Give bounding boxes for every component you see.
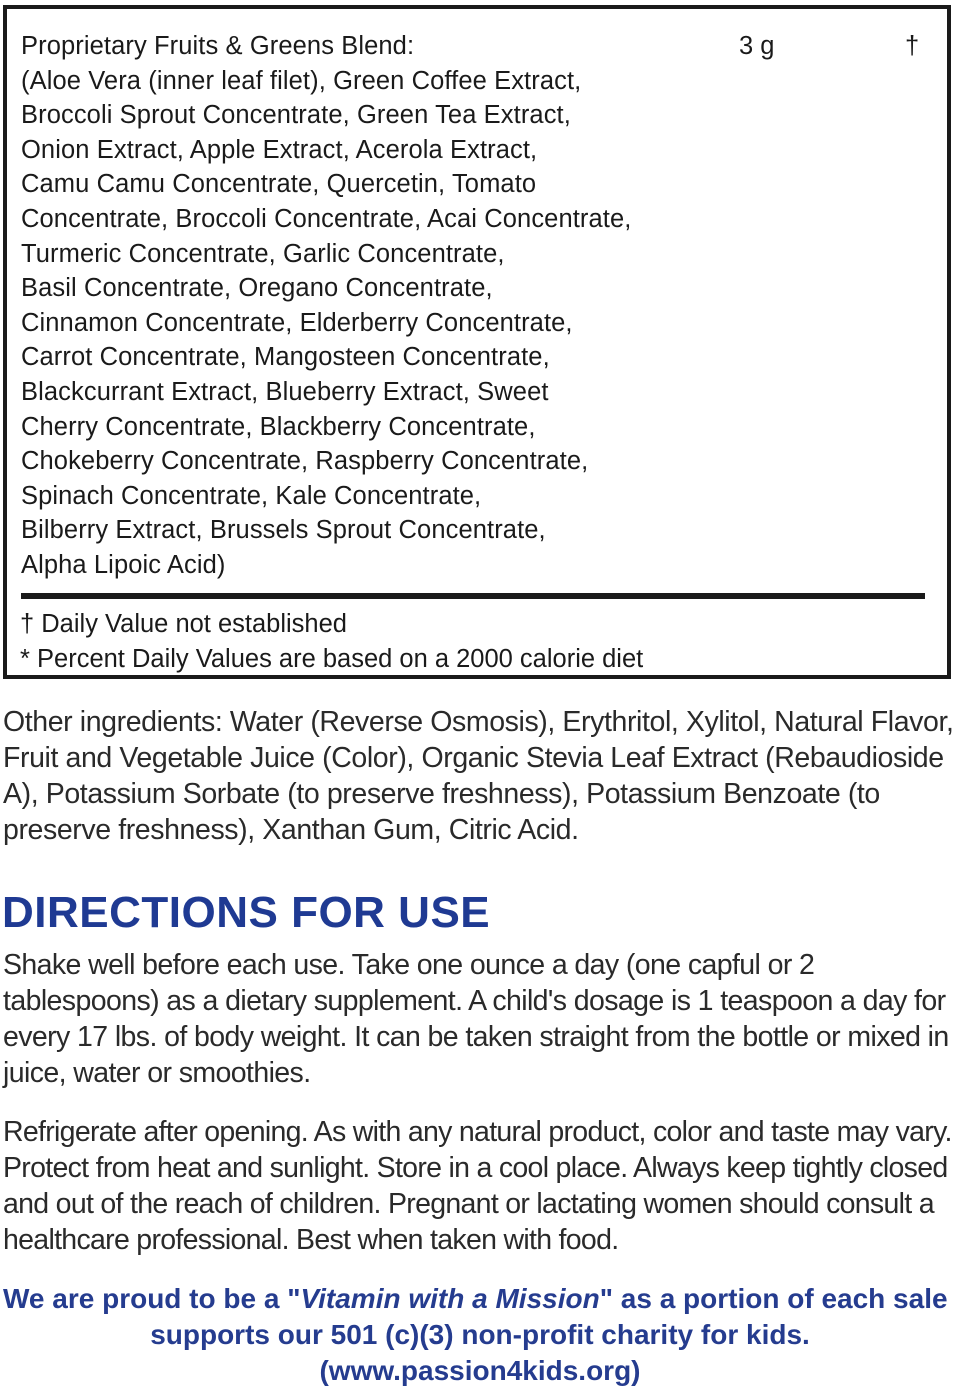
daily-value-dagger: † xyxy=(905,32,920,60)
proprietary-blend-ingredients xyxy=(21,29,711,583)
blend-line: Onion Extract, Apple Extract, Acerola Extract, xyxy=(21,135,538,164)
mission-emphasis: Vitamin with a Mission xyxy=(300,1283,600,1314)
storage-line: and out of the reach of children. Pregnant or lactating women should consult a xyxy=(3,1188,934,1220)
directions-line: juice, water or smoothies. xyxy=(3,1057,311,1089)
storage-line: healthcare professional. Best when taken with food. xyxy=(3,1224,619,1256)
blend-line: Camu Camu Concentrate, Quercetin, Tomato xyxy=(21,170,537,199)
blend-line: (Aloe Vera (inner leaf filet), Green Coffee Extract, xyxy=(21,66,582,95)
footnote-dagger: † Daily Value not established xyxy=(20,610,347,638)
blend-line: Basil Concentrate, Oregano Concentrate, xyxy=(21,274,493,303)
supplement-facts-box xyxy=(3,5,951,679)
blend-line: Concentrate, Broccoli Concentrate, Acai Concentrate, xyxy=(21,204,632,233)
directions-line: Shake well before each use. Take one ounce a day (one capful or 2 xyxy=(3,949,815,981)
directions-text xyxy=(3,947,949,1091)
amount-per-serving: 3 g xyxy=(739,32,775,60)
mission-statement xyxy=(0,1281,960,1389)
other-ingredients-line: Fruit and Vegetable Juice (Color), Organic Stevia Leaf Extract (Rebaudioside xyxy=(3,742,944,774)
blend-line: Bilberry Extract, Brussels Sprout Concentrate, xyxy=(21,516,546,545)
other-ingredients xyxy=(3,704,960,848)
storage-line: Protect from heat and sunlight. Store in a cool place. Always keep tightly closed xyxy=(3,1152,948,1184)
directions-line: tablespoons) as a dietary supplement. A child's dosage is 1 teaspoon a day for xyxy=(3,985,946,1017)
blend-line: Carrot Concentrate, Mangosteen Concentrate, xyxy=(21,343,550,372)
blend-line: Spinach Concentrate, Kale Concentrate, xyxy=(21,481,482,510)
blend-line: Chokeberry Concentrate, Raspberry Concentrate, xyxy=(21,447,589,476)
other-ingredients-line: Other ingredients: Water (Reverse Osmosis), Erythritol, Xylitol, Natural Flavor, xyxy=(3,706,954,738)
blend-line: Cinnamon Concentrate, Elderberry Concentrate, xyxy=(21,308,573,337)
blend-line: Turmeric Concentrate, Garlic Concentrate, xyxy=(21,239,505,268)
charity-website-link[interactable]: (www.passion4kids.org) xyxy=(319,1355,641,1386)
footnote-percent-dv: * Percent Daily Values are based on a 2000 calorie diet xyxy=(20,644,644,673)
blend-line: Cherry Concentrate, Blackberry Concentrate, xyxy=(21,412,536,441)
facts-footnotes xyxy=(20,607,643,676)
blend-line: Proprietary Fruits & Greens Blend: xyxy=(21,32,415,60)
divider-rule xyxy=(21,593,925,599)
mission-line-1 xyxy=(0,1281,960,1317)
storage-line: Refrigerate after opening. As with any natural product, color and taste may vary. xyxy=(3,1116,952,1148)
blend-line: Broccoli Sprout Concentrate, Green Tea Extract, xyxy=(21,101,571,130)
blend-line: Blackcurrant Extract, Blueberry Extract, Sweet xyxy=(21,377,549,406)
directions-heading: DIRECTIONS FOR USE xyxy=(2,888,491,937)
other-ingredients-line: preserve freshness), Xanthan Gum, Citric Acid. xyxy=(3,814,579,846)
mission-suffix: " as a portion of each sale xyxy=(599,1283,948,1314)
storage-warnings xyxy=(3,1114,952,1258)
directions-line: every 17 lbs. of body weight. It can be taken straight from the bottle or mixed in xyxy=(3,1021,949,1053)
mission-prefix: We are proud to be a " xyxy=(3,1283,301,1314)
other-ingredients-line: A), Potassium Sorbate (to preserve freshness), Potassium Benzoate (to xyxy=(3,778,880,810)
blend-line: Alpha Lipoic Acid) xyxy=(21,550,226,579)
mission-line-2: supports our 501 (c)(3) non-profit charity for kids. xyxy=(150,1319,810,1350)
